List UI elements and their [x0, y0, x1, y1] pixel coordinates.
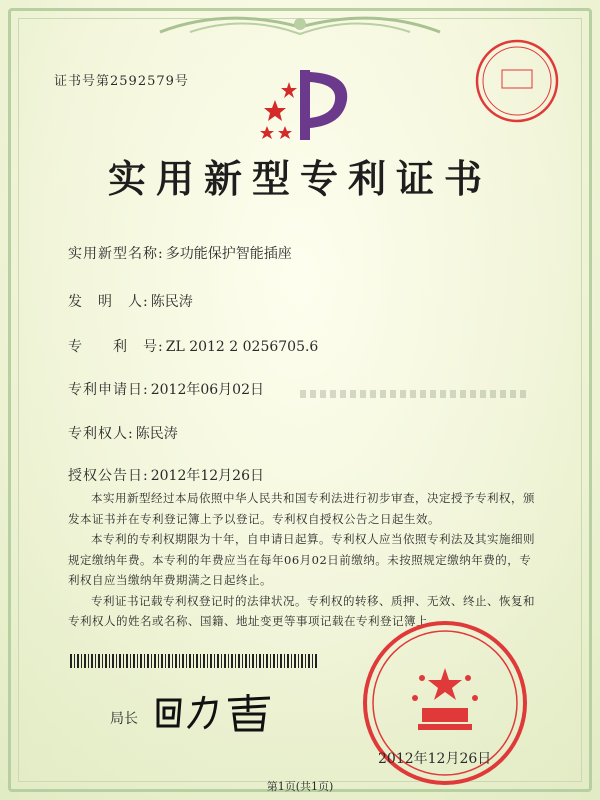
field-label: 专利申请日: [68, 382, 149, 398]
director-signature-icon [150, 690, 280, 734]
certificate-number: 证书号第2592579号 [54, 74, 189, 89]
page-number: 第1页(共1页) [266, 780, 334, 793]
agency-seal-icon [472, 36, 562, 126]
field-label: 发 明 人: [68, 294, 149, 310]
field-grant-date [68, 465, 264, 485]
field-filing-date [68, 379, 264, 399]
field-value: 2012年06月02日 [150, 382, 264, 398]
field-value: ZL 2012 2 0256705.6 [165, 339, 319, 355]
field-label: 授权公告日: [68, 468, 149, 484]
faint-watermark-line [300, 390, 530, 398]
field-patent-number [68, 336, 318, 356]
field-value: 2012年12月26日 [150, 468, 264, 484]
certificate-body [68, 488, 538, 632]
barcode [70, 654, 318, 668]
sipo-logo-icon [255, 60, 355, 150]
body-paragraph-2: 本专利的专利权期限为十年，自申请日起算。专利权人应当依照专利法及其实施细则规定缴纳年费。本专利的年费应当在每年06月02日前缴纳。未按照规定缴纳年费的，专利权自应当缴纳年费期满之日起终止。 [68, 532, 535, 587]
field-value: 多功能保护智能插座 [165, 246, 292, 262]
field-value: 陈民涛 [150, 294, 193, 310]
field-value: 陈民涛 [135, 426, 178, 442]
top-ornament-icon [150, 2, 450, 42]
body-paragraph-3: 专利证书记载专利权登记时的法律状况。专利权的转移、质押、无效、终止、恢复和专利权人的姓名或名称、国籍、地址变更等事项记载在专利登记簿上。 [68, 593, 535, 628]
field-utility-model-name [68, 243, 292, 263]
field-label: 专 利 号: [68, 339, 164, 355]
field-inventor [68, 291, 193, 311]
body-paragraph-1: 本实用新型经过本局依照中华人民共和国专利法进行初步审查，决定授予专利权，颁发本证书并在专利登记簿上予以登记。专利权自授权公告之日起生效。 [68, 491, 535, 526]
signature-date: 2012年12月26日 [378, 751, 492, 767]
director-label: 局长 [110, 711, 138, 727]
field-label: 实用新型名称: [68, 246, 164, 262]
field-patentee [68, 423, 178, 443]
field-label: 专利权人: [68, 426, 134, 442]
certificate-title: 实用新型专利证书 [107, 156, 492, 201]
